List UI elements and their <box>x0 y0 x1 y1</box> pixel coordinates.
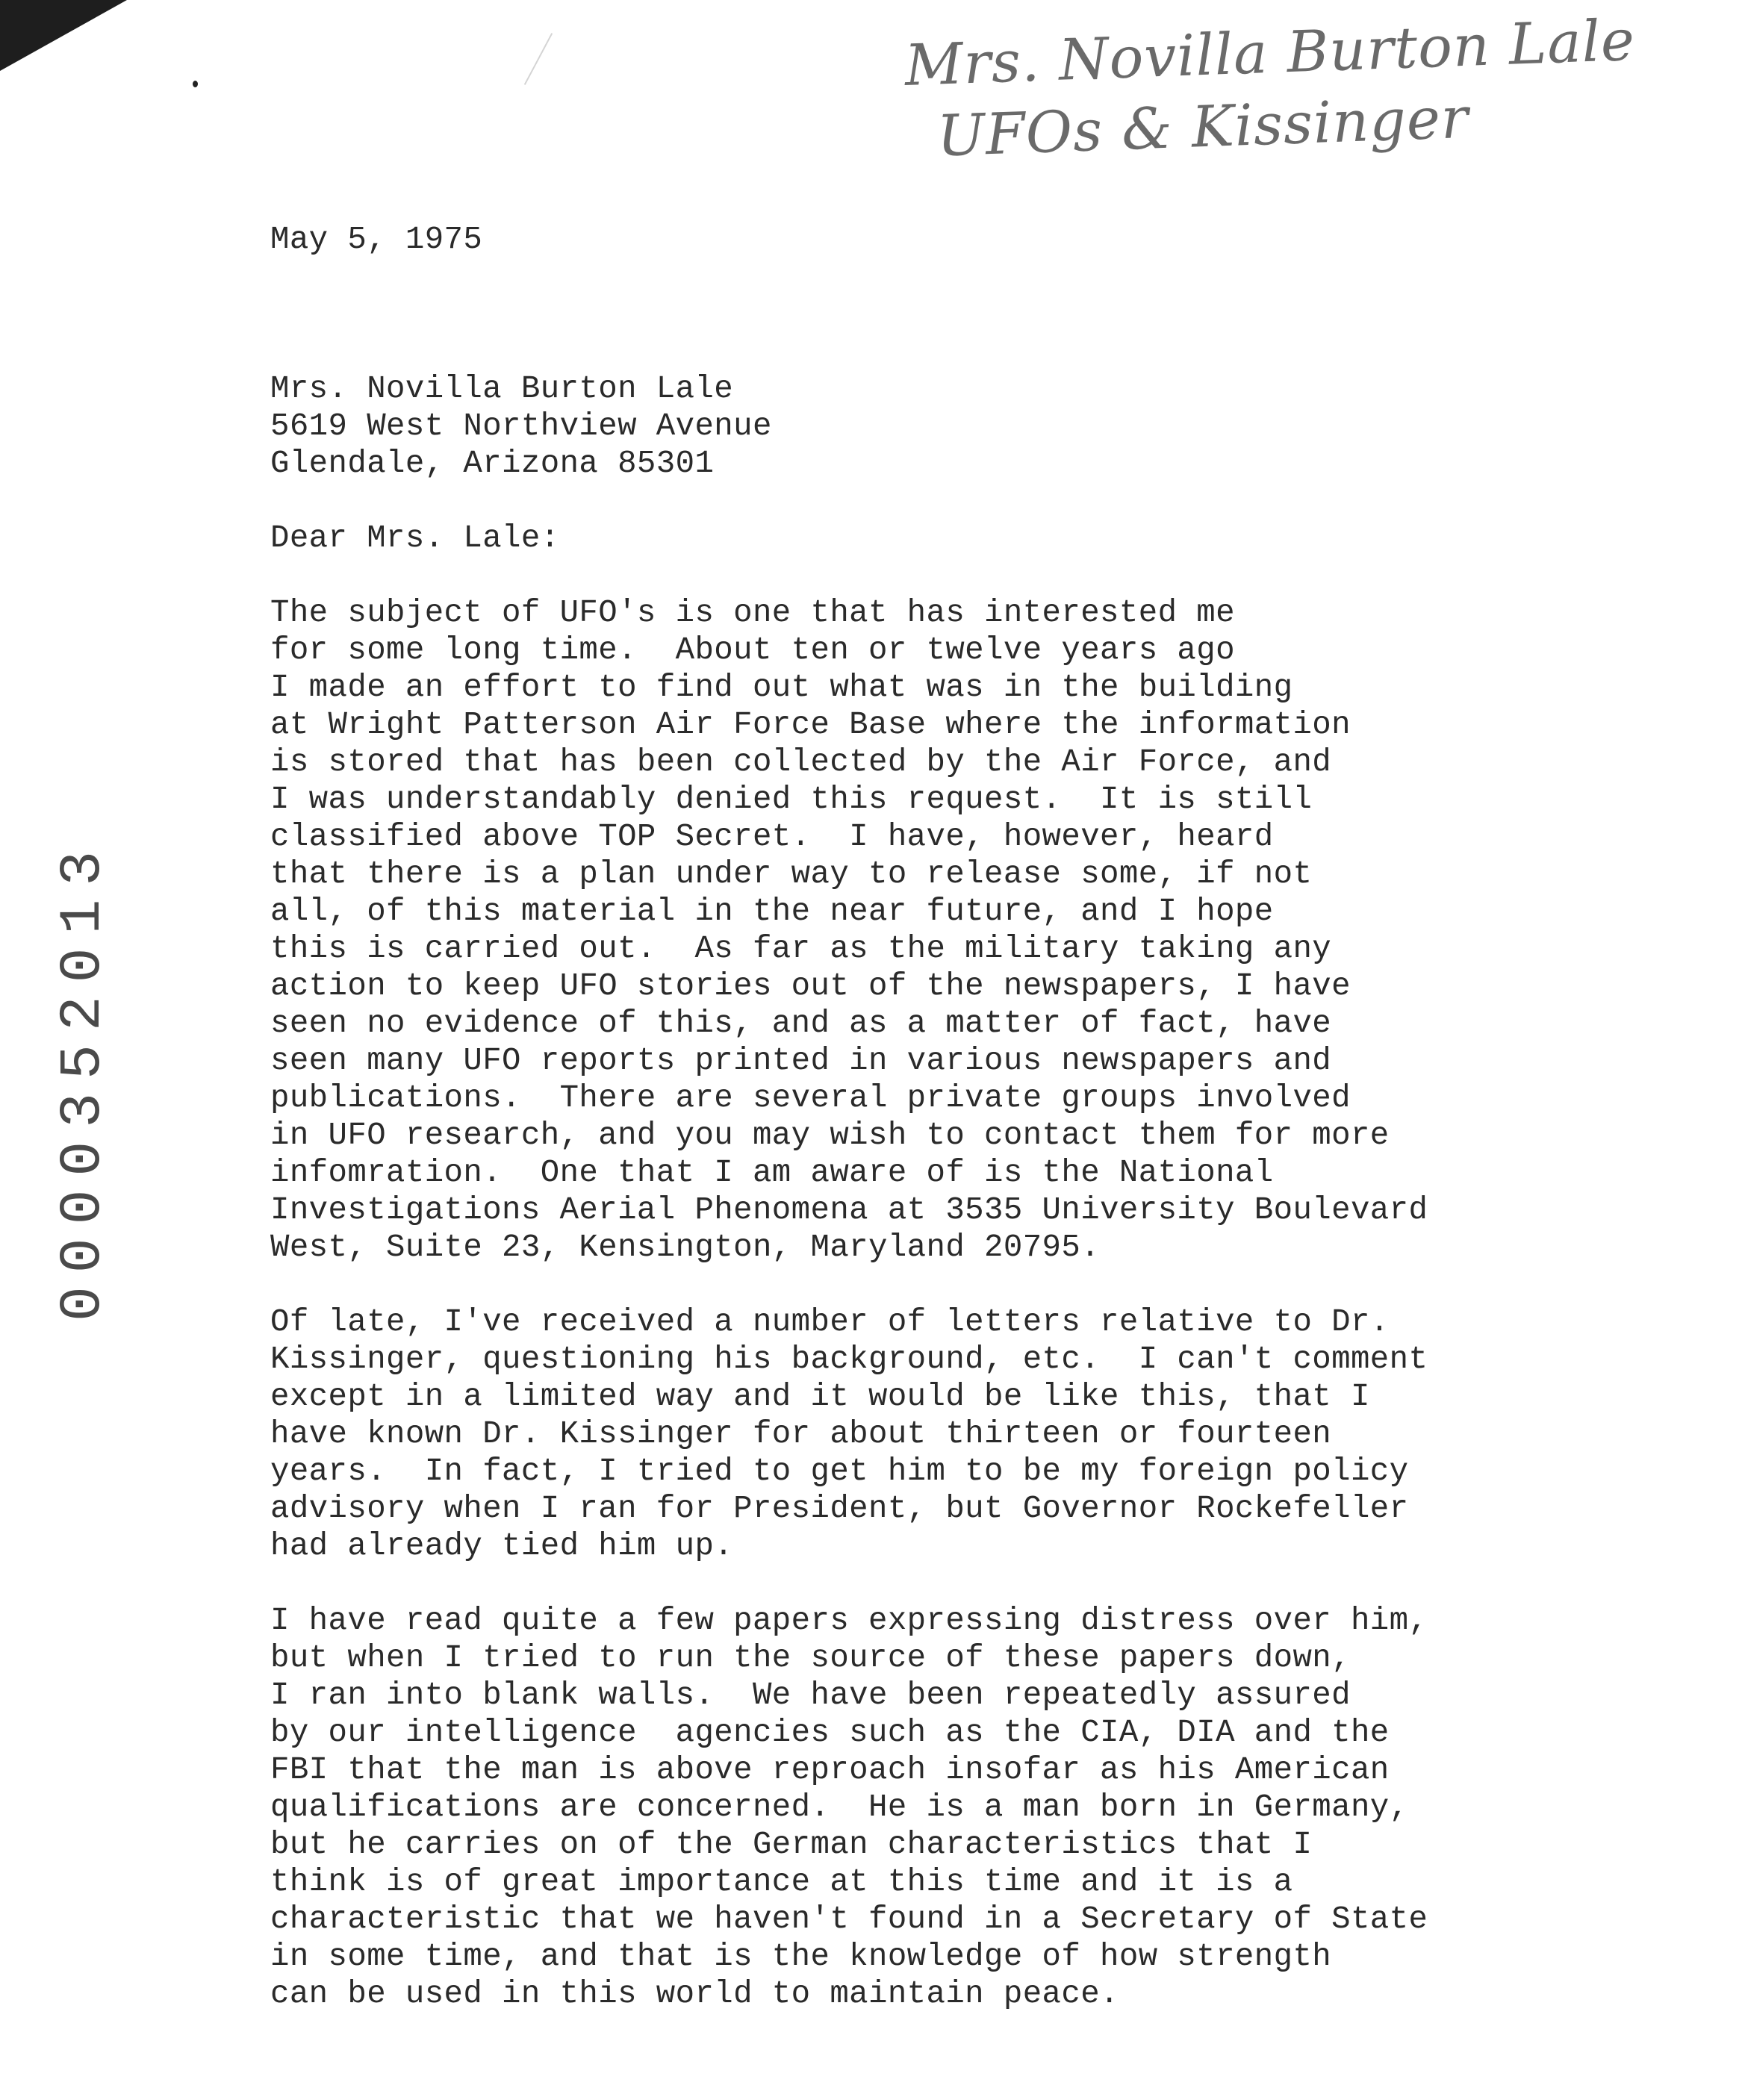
paragraph-line: I have read quite a few papers expressing distress over him, <box>270 1603 1428 1639</box>
paragraph-line: have known Dr. Kissinger for about thirteen or fourteen <box>270 1416 1332 1452</box>
handwritten-subject: UFOs & Kissinger <box>936 84 1470 169</box>
scan-corner-mark <box>0 0 127 71</box>
paragraph-line: qualifications are concerned. He is a man born in Germany, <box>270 1789 1409 1825</box>
paragraph-line: classified above TOP Secret. I have, however, heard <box>270 819 1274 855</box>
letter-paragraphs <box>270 594 1689 2013</box>
recipient-name: Mrs. Novilla Burton Lale <box>270 371 734 407</box>
paragraph-line: but when I tried to run the source of these papers down, <box>270 1640 1351 1676</box>
paragraph-line: years. In fact, I tried to get him to be my foreign policy <box>270 1454 1409 1489</box>
salutation: Dear Mrs. Lale: <box>270 520 560 556</box>
paragraph-line: publications. There are several private groups involved <box>270 1080 1351 1116</box>
faint-pencil-stroke <box>524 33 553 85</box>
paragraph-line: in UFO research, and you may wish to contact them for more <box>270 1118 1390 1153</box>
paragraph-line: in some time, and that is the knowledge of how strength <box>270 1939 1332 1975</box>
paragraph-line: West, Suite 23, Kensington, Maryland 20795. <box>270 1230 1101 1265</box>
paragraph <box>270 1303 1689 1565</box>
letter-date: May 5, 1975 <box>270 222 483 258</box>
paragraph-line: action to keep UFO stories out of the newspapers, I have <box>270 968 1351 1004</box>
paragraph-line: all, of this material in the near future, and I hope <box>270 894 1274 929</box>
handwritten-name: Mrs. Novilla Burton Lale <box>903 6 1637 99</box>
paragraph-line: Kissinger, questioning his background, etc. I can't comment <box>270 1342 1428 1377</box>
recipient-street: 5619 West Northview Avenue <box>270 408 772 444</box>
scan-speck <box>193 81 198 87</box>
archive-stamp <box>28 612 116 1321</box>
paragraph-line: at Wright Patterson Air Force Base where the information <box>270 707 1351 743</box>
paragraph-line: advisory when I ran for President, but Governor Rockefeller <box>270 1491 1409 1527</box>
paragraph-line: seen many UFO reports printed in various newspapers and <box>270 1043 1332 1079</box>
paragraph-line: this is carried out. As far as the military taking any <box>270 931 1332 967</box>
paragraph-line: is stored that has been collected by the Air Force, and <box>270 744 1332 780</box>
paragraph-line: but he carries on of the German characteristics that I <box>270 1827 1313 1863</box>
paragraph-line: characteristic that we haven't found in a Secretary of State <box>270 1901 1428 1937</box>
paragraph-line: I made an effort to find out what was in the building <box>270 670 1293 705</box>
paragraph-line: except in a limited way and it would be like this, that I <box>270 1379 1370 1415</box>
paragraph-line: seen no evidence of this, and as a matter of fact, have <box>270 1006 1332 1041</box>
archive-stamp-number: 0000352013 <box>51 837 116 1321</box>
paragraph-line: Investigations Aerial Phenomena at 3535 University Boulevard <box>270 1192 1428 1228</box>
paragraph-line: Of late, I've received a number of letters relative to Dr. <box>270 1304 1390 1340</box>
paragraph-line: for some long time. About ten or twelve years ago <box>270 632 1235 668</box>
paragraph-line: The subject of UFO's is one that has interested me <box>270 595 1235 631</box>
letter-body <box>270 221 1689 2013</box>
paragraph-line: FBI that the man is above reproach insofar as his American <box>270 1752 1390 1788</box>
paragraph <box>270 594 1689 1266</box>
paragraph <box>270 1602 1689 2013</box>
paragraph-line: can be used in this world to maintain peace. <box>270 1976 1119 2012</box>
paragraph-line: I was understandably denied this request. It is still <box>270 782 1313 817</box>
paragraph-line: by our intelligence agencies such as the CIA, DIA and the <box>270 1715 1390 1751</box>
paragraph-line: infomration. One that I am aware of is the National <box>270 1155 1274 1191</box>
paragraph-line: think is of great importance at this time and it is a <box>270 1864 1293 1900</box>
paragraph-line: that there is a plan under way to release some, if not <box>270 856 1313 892</box>
paragraph-line: had already tied him up. <box>270 1528 734 1564</box>
handwritten-annotation <box>903 2 1699 173</box>
paragraph-line: I ran into blank walls. We have been repeatedly assured <box>270 1677 1351 1713</box>
recipient-city: Glendale, Arizona 85301 <box>270 446 715 482</box>
